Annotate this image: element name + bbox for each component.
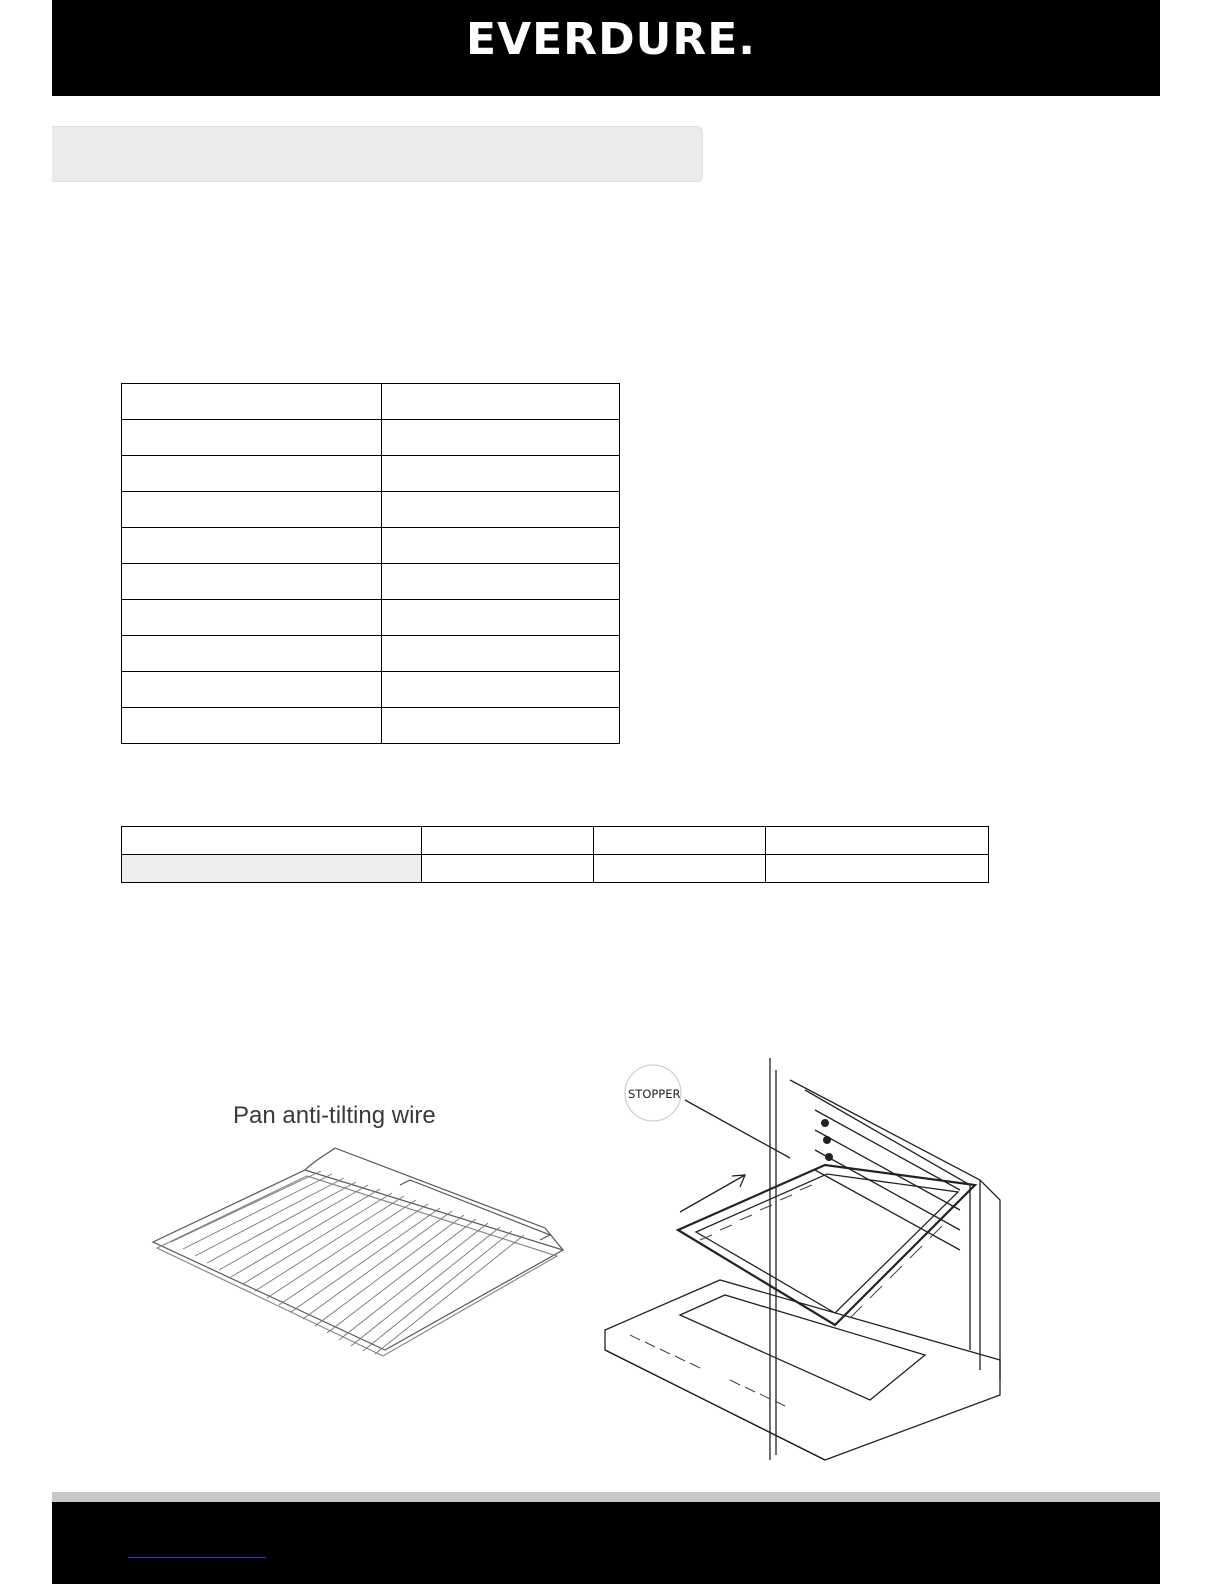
table-cell: [382, 456, 620, 492]
table-row: [122, 456, 620, 492]
table-cell: [382, 384, 620, 420]
table-cell: [122, 708, 382, 744]
table-row: [122, 827, 989, 855]
table-row: [122, 492, 620, 528]
table-cell: [122, 564, 382, 600]
footer-stripe: [52, 1492, 1160, 1502]
table-cell: [422, 855, 594, 883]
table-row: [122, 420, 620, 456]
table-cell: [422, 827, 594, 855]
table-cell: [382, 492, 620, 528]
table-row: [122, 708, 620, 744]
footer-link[interactable]: [128, 1557, 266, 1558]
table-cell: [382, 672, 620, 708]
table-row: [122, 384, 620, 420]
header-bar: [52, 0, 1160, 96]
table-cell: [122, 420, 382, 456]
table-cell: [382, 636, 620, 672]
table-cell: [594, 855, 766, 883]
dimensions-table: [121, 826, 989, 883]
table-row: [122, 672, 620, 708]
table-cell: [122, 636, 382, 672]
table-cell: [122, 600, 382, 636]
table-cell: [382, 420, 620, 456]
table-cell: [122, 528, 382, 564]
table-cell: [122, 492, 382, 528]
oven-tray-illustration: [600, 1050, 1020, 1465]
table-row: [122, 564, 620, 600]
table-row: [122, 600, 620, 636]
wire-rack-illustration: [145, 1100, 570, 1370]
table-cell: [122, 456, 382, 492]
footer-bar: [52, 1502, 1160, 1584]
table-cell: [382, 600, 620, 636]
table-row: [122, 855, 989, 883]
table-cell: [594, 827, 766, 855]
table-cell: [766, 855, 989, 883]
table-row: [122, 528, 620, 564]
table-cell: [122, 855, 422, 883]
table-cell: [382, 708, 620, 744]
table-cell: [122, 672, 382, 708]
stopper-label: STOPPER: [628, 1087, 681, 1101]
table-cell: [122, 827, 422, 855]
table-cell: [382, 528, 620, 564]
brand-logo: EVERDURE.: [466, 14, 756, 65]
rack-caption: Pan anti-tilting wire: [233, 1102, 436, 1129]
specifications-table: [121, 383, 620, 744]
table-row: [122, 636, 620, 672]
section-title-banner: [52, 126, 703, 182]
table-cell: [766, 827, 989, 855]
table-cell: [122, 384, 382, 420]
table-cell: [382, 564, 620, 600]
